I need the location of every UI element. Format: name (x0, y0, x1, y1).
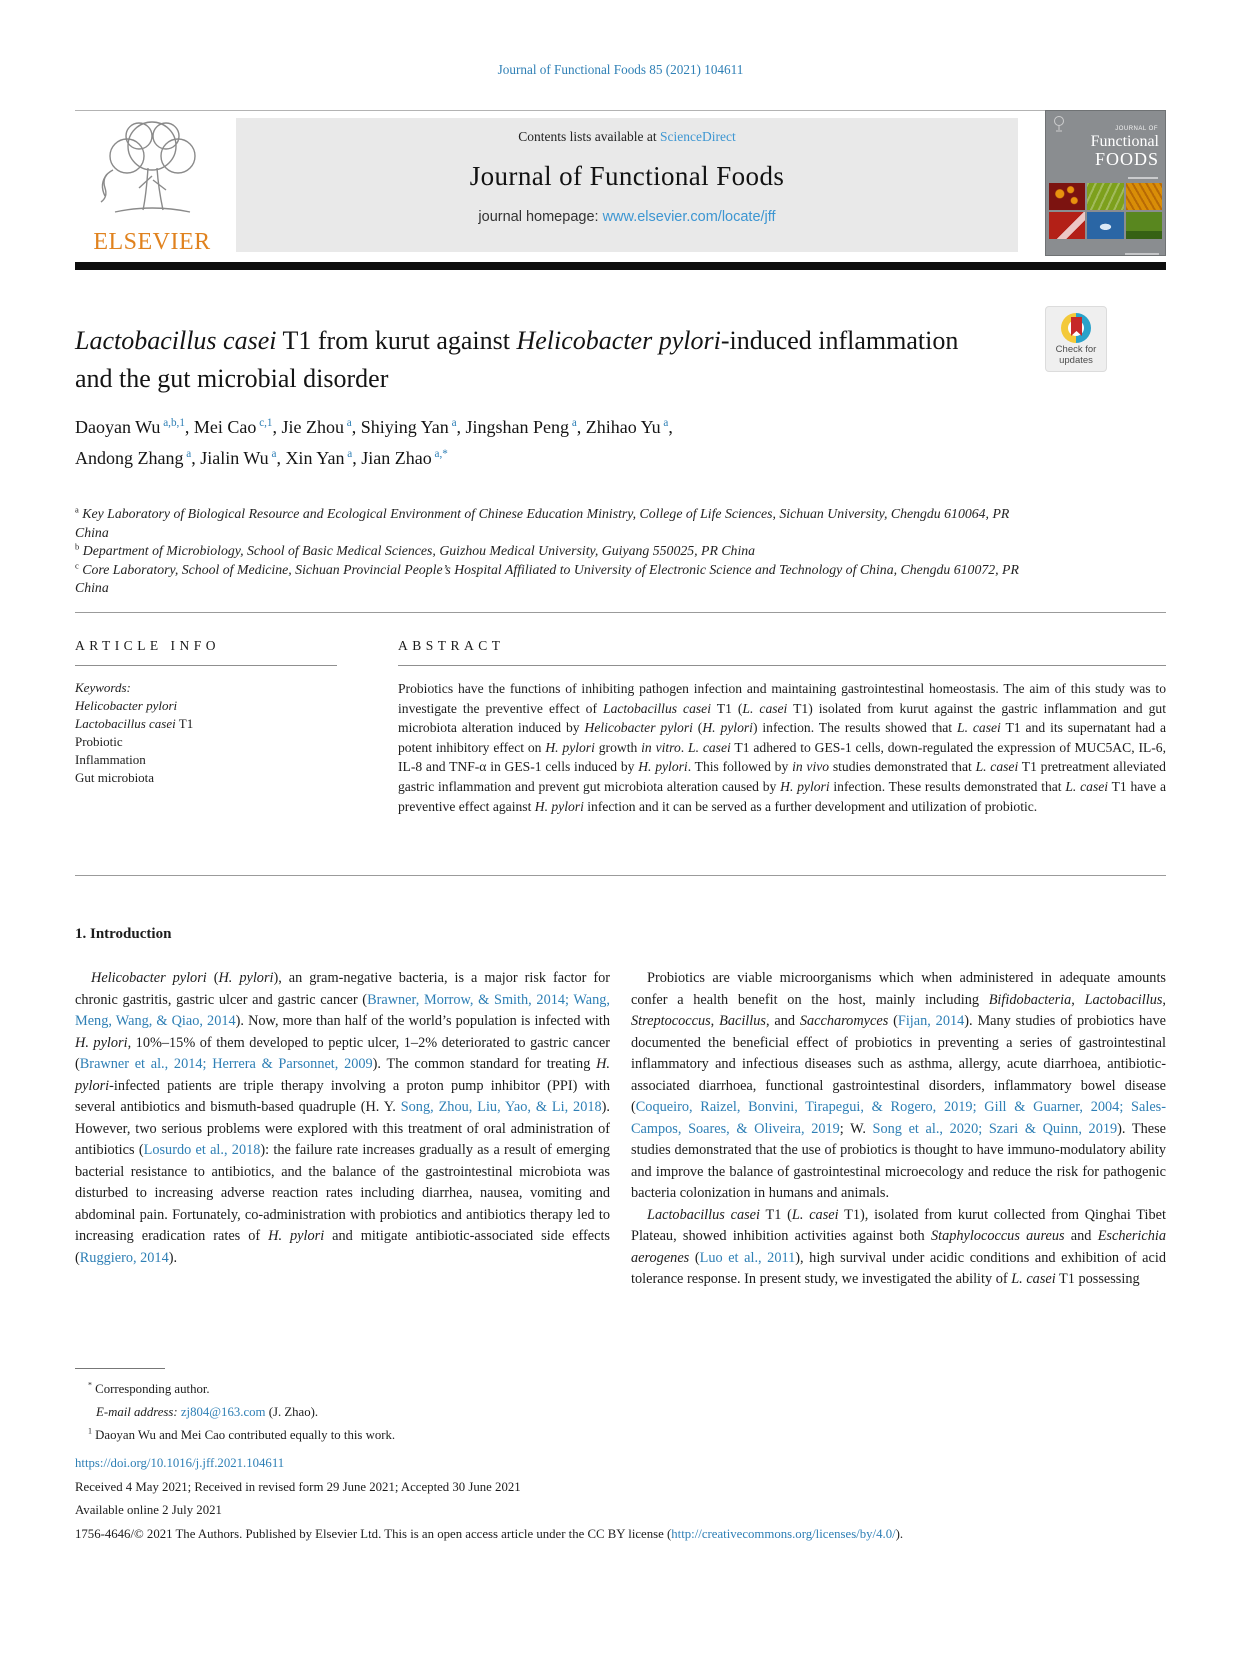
text-link[interactable]: a (344, 417, 352, 429)
footnote-corresponding: * Corresponding author. (88, 1380, 210, 1396)
affiliation-sup: c (75, 559, 79, 570)
journal-homepage-link[interactable]: www.elsevier.com/locate/jff (602, 209, 776, 225)
text-link[interactable]: a (448, 417, 457, 429)
affiliation-sup: a (75, 504, 79, 515)
journal-title: Journal of Functional Foods (469, 161, 785, 191)
body-column-left (75, 968, 610, 1291)
text-link[interactable]: http://creativecommons.org/licenses/by/4.0/ (671, 1526, 896, 1541)
doi-link[interactable]: https://doi.org/10.1016/j.jff.2021.104611 (75, 1456, 285, 1470)
authors-line: Daoyan Wu $^{a,b,1}$, Mei Cao $^{c,1}$, Jie Zhou $^a$, Shiying Yan $^a$, Jingshan Peng $^a$, Zhihao Yu $^a$, (75, 417, 673, 437)
divider (75, 875, 1166, 876)
divider (75, 110, 1166, 111)
badge-label-line2: updates (1059, 354, 1093, 366)
section-heading-introduction: 1. Introduction (75, 926, 172, 942)
text-link[interactable]: Brawner, Morrow, & Smith, 2014; Wang, Meng, Wang, & Qiao, 2014 (75, 991, 610, 1029)
keyword: Inflammation (75, 752, 146, 767)
footnotes-block (75, 1378, 635, 1447)
crossmark-icon (1061, 313, 1091, 343)
footnote-equal-contribution: $^1$ Daoyan Wu and Mei Cao contributed equally to this work. (88, 1426, 396, 1442)
elsevier-wordmark: ELSEVIER (93, 229, 211, 255)
cover-footer-strip (1046, 242, 1165, 252)
keyword: Helicobacter pylori (75, 698, 178, 713)
footnote-email: E-mail address: zj804@163.com (J. Zhao). (96, 1405, 319, 1419)
body-columns (75, 968, 1166, 1291)
text-link[interactable]: Losurdo et al., 2018 (143, 1142, 261, 1158)
body-paragraph: Probiotics are viable microorganisms which when administered in adequate amounts confer a health benefit on the host, mainly including Bifidobacteria, Lactobacillus, Streptococcus, Bacillus, and Saccharomyces (Fijan, 2014). Many studies of probiotics have documented the beneficial effect of probiotics in preventing a series of gastrointestinal inflammatory and infectious diseases such as asthma, allergy, acute diarrhoea, antibiotic-associated diarrhoea, functional gastrointestinal disorders, inflammatory bowel disease (Coqueiro, Raizel, Bonvini, Tirapegui, & Rogero, 2019; Gill & Guarner, 2004; Sales-Campos, Soares, & Oliveira, 2019; W. Song et al., 2020; Szari & Quinn, 2019). These studies demonstrated that the use of probiotics is thought to have immuno-modulatory ability and improve the balance of gastrointestinal microecology and reduce the risk for pathogenic bacteria colonization in humans and animals. (631, 970, 1166, 1201)
footnote-divider (75, 1368, 165, 1369)
masthead-black-bar (75, 262, 1166, 270)
bookmark-icon (1071, 317, 1082, 336)
sciencedirect-link[interactable]: ScienceDirect (660, 129, 736, 144)
affiliation-text: Department of Microbiology, School of Basic Medical Sciences, Guizhou Medical University, Guiyang 550025, PR China (82, 543, 756, 558)
text-link[interactable]: a (569, 417, 577, 429)
abstract-paragraph: Probiotics have the functions of inhibiting pathogen infection and maintaining gastrointestinal homeostasis. The aim of this study was to investigate the preventive effect of Lactobacillus casei T1 (L. casei T1) isolated from kurut against the gastric inflammation and gut microbiota alteration induced by Helicobacter pylori (H. pylori) infection. The results showed that L. casei T1 and its supernatant had a potent inhibitory effect on H. pylori growth in vitro. L. casei T1 adhered to GES-1 cells, down-regulated the expression of MUC5AC, IL-6, IL-8 and TNF-α in GES-1 cells induced by H. pylori. This followed by in vivo studies demonstrated that L. casei T1 pretreatment alleviated gastric inflammation and prevent gut microbiota alteration caused by H. pylori infection. These results demonstrated that L. casei T1 have a preventive effect against H. pylori infection and it can be served as a further development and utilization of probiotic. (398, 681, 1167, 814)
keyword: Gut microbiota (75, 770, 155, 785)
received-dates: Received 4 May 2021; Received in revised form 29 June 2021; Accepted 30 June 2021 (75, 1479, 521, 1494)
cover-tile (1126, 183, 1162, 210)
journal-citation-link[interactable]: Journal of Functional Foods 85 (2021) 104611 (497, 62, 744, 77)
text-link[interactable]: a (183, 448, 192, 460)
text-link[interactable]: zj804@163.com (180, 1405, 266, 1419)
cover-tile (1087, 183, 1123, 210)
text-link[interactable]: a,* (431, 448, 448, 460)
badge-label-line1: Check for (1055, 344, 1097, 355)
body-paragraph: Lactobacillus casei T1 (L. casei T1), isolated from kurut collected from Qinghai Tibet Plateau, showed inhibition activities against both Staphylococcus aureus and Escherichia aerogenes (Luo et al., 2011), high survival under acidic conditions and exhibition of acid tolerance response. In present study, we investigated the ability of L. casei T1 possessing (631, 1206, 1166, 1287)
keyword: Lactobacillus casei T1 (75, 716, 194, 731)
info-abstract-section (75, 638, 1166, 816)
cover-art-grid (1049, 183, 1162, 239)
authors-block (75, 412, 1095, 474)
text-link[interactable]: Coqueiro, Raizel, Bonvini, Tirapegui, & Rogero, 2019; Gill & Guarner, 2004; Sales-Campos, Soares, & Oliveira, 2019 (631, 1099, 1166, 1137)
text-link[interactable]: Brawner et al., 2014; Herrera & Parsonnet, 2009 (79, 1056, 373, 1072)
affiliation (75, 561, 1160, 598)
article-info-heading: ARTICLE INFO (75, 638, 221, 653)
cover-journal-of: JOURNAL OF (1115, 126, 1158, 132)
elsevier-logo[interactable] (76, 118, 228, 258)
text-link[interactable]: a (344, 448, 353, 460)
divider (398, 665, 1166, 666)
text-link[interactable]: a (660, 417, 669, 429)
homepage-line (236, 209, 1018, 225)
journal-masthead (236, 118, 1018, 252)
article-history-block (75, 1452, 1166, 1546)
text-link[interactable]: Song et al., 2020; Szari & Quinn, 2019 (872, 1120, 1118, 1137)
text-link[interactable]: Luo et al., 2011 (699, 1249, 796, 1266)
abstract-column (398, 638, 1166, 816)
affiliation-text: Core Laboratory, School of Medicine, Sichuan Provincial People’s Hospital Affiliated to University of Electronic Science and Technology of China, Chengdu 610072, PR China (75, 561, 1019, 595)
cover-functional: Functional (1090, 133, 1159, 150)
abstract-heading: ABSTRACT (398, 638, 505, 653)
body-paragraph: Helicobacter pylori (H. pylori), an gram-negative bacteria, is a major risk factor for chronic gastritis, gastric ulcer and gastric cancer (Brawner, Morrow, & Smith, 2014; Wang, Meng, Wang, & Qiao, 2014). Now, more than half of the world’s population is infected with H. pylori, 10%–15% of them developed to peptic ulcer, 1–2% deteriorated to gastric cancer (Brawner et al., 2014; Herrera & Parsonnet, 2009). The common standard for treating H. pylori-infected patients are triple therapy involving a proton pump inhibitor (PPI) with several antibiotics and bismuth-based quadruple (H. Y. Song, Zhou, Liu, Yao, & Li, 2018). However, two serious problems were explored with this treatment of oral administration of antibiotics (Losurdo et al., 2018): the failure rate increases gradually as a result of emerging bacterial resistance to antibiotics, and the balance of the gastrointestinal microbiota was disturbed to increasing adverse reaction rates including diarrhea, nausea, vomiting and abdominal pain. Fortunately, co-administration with probiotics and antibiotics therapy led to increasing eradication rates of H. pylori and mitigate antibiotic-associated side effects (Ruggiero, 2014). (75, 970, 611, 1266)
text-link[interactable]: c,1 (256, 417, 273, 429)
affiliation (75, 542, 1160, 561)
affiliations-block (75, 505, 1160, 598)
affiliation-text: Key Laboratory of Biological Resource and Ecological Environment of Chinese Education Ministry, College of Life Sciences, Sichuan University, Chengdu 610064, PR China (75, 506, 1010, 540)
text-link[interactable]: Ruggiero, 2014 (79, 1249, 169, 1266)
copyright-line: 1756-4646/© 2021 The Authors. Published by Elsevier Ltd. This is an open access article under the CC BY license (http://creativecommons.org/licenses/by/4.0/). (75, 1526, 904, 1541)
text-link[interactable]: a,b,1 (160, 417, 185, 429)
check-for-updates-badge[interactable] (1045, 306, 1107, 372)
cover-tile (1049, 212, 1085, 239)
elsevier-tree-icon (77, 118, 227, 222)
homepage-prefix: journal homepage: (478, 209, 603, 225)
text-link[interactable]: a (268, 448, 277, 460)
body-column-right (631, 968, 1166, 1291)
cover-tile (1087, 212, 1123, 239)
keywords-label: Keywords: (75, 680, 131, 695)
available-online: Available online 2 July 2021 (75, 1503, 222, 1517)
cover-tile (1126, 212, 1162, 239)
cover-tree-icon (1052, 116, 1066, 132)
cover-editor-line (1128, 177, 1158, 179)
keyword: Probiotic (75, 734, 123, 749)
affiliation-sup: b (75, 541, 80, 552)
journal-cover-thumbnail[interactable] (1045, 110, 1166, 256)
article-title: Lactobacillus casei T1 from kurut against Helicobacter pylori-induced inflammation and the gut microbial disorder (75, 326, 959, 393)
text-link[interactable]: Fijan, 2014 (897, 1013, 965, 1029)
article-info-column (75, 638, 337, 816)
contents-line (236, 129, 1018, 145)
authors-line: Andong Zhang $^a$, Jialin Wu $^a$, Xin Yan $^a$, Jian Zhao $^{a,*}$ (75, 448, 448, 468)
affiliation (75, 505, 1160, 542)
divider (75, 665, 337, 666)
contents-prefix: Contents lists available at (518, 129, 660, 144)
cover-tile (1049, 183, 1085, 210)
text-link[interactable]: Song, Zhou, Liu, Yao, & Li, 2018 (400, 1099, 602, 1115)
cover-foods: FOODS (1094, 149, 1159, 169)
divider (75, 612, 1166, 613)
